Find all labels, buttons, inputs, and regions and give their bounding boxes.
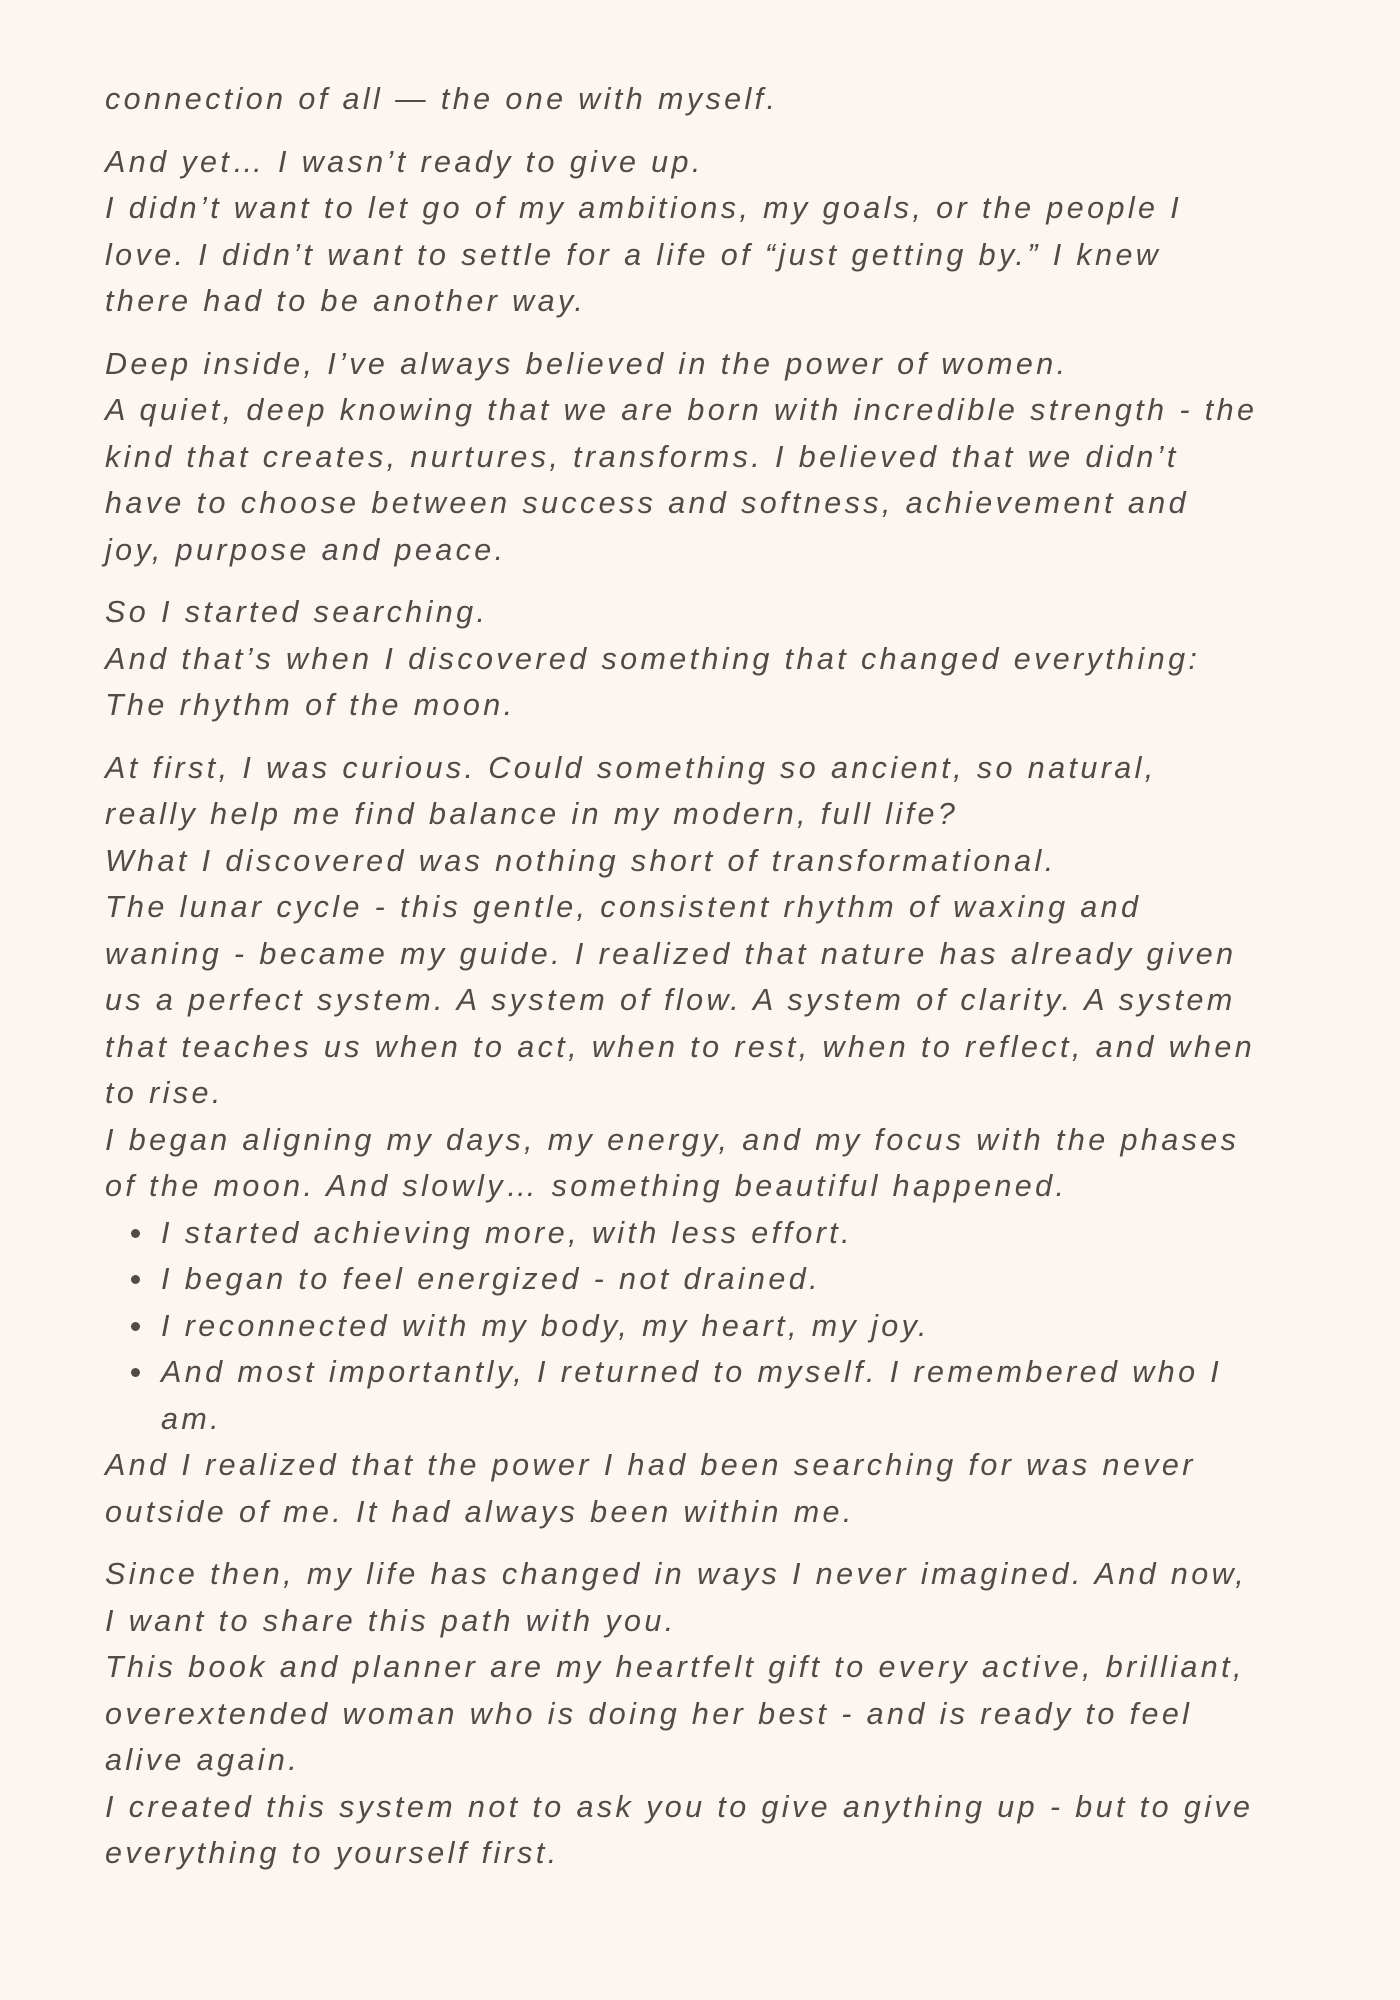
bullet-dot-icon [131, 1322, 140, 1331]
bullet-dot-icon [131, 1368, 140, 1377]
text-line: waning - became my guide. I realized that nature has already given [105, 936, 1237, 971]
text-line: outside of me. It had always been within me. [105, 1494, 855, 1529]
paragraph-1 [105, 76, 1340, 123]
text-line: I started achieving more, with less effort. [161, 1215, 854, 1250]
text-line: The rhythm of the moon. [105, 688, 516, 722]
paragraph-6 [105, 1551, 1340, 1877]
text-line: Deep inside, I’ve always believed in the power of women. [105, 346, 1069, 381]
text-line: have to choose between success and softness, achievement and [105, 486, 1189, 520]
text-line: connection of all — the one with myself. [105, 82, 779, 116]
text-line: alive again. [105, 1743, 301, 1777]
paragraph-2 [105, 139, 1340, 325]
bullet-dot-icon [131, 1275, 140, 1284]
text-line: us a perfect system. A system of flow. A system of clarity. A system [105, 983, 1236, 1017]
text-line: overextended woman who is doing her best - and is ready to feel [105, 1696, 1193, 1731]
text-line: This book and planner are my heartfelt gift to every active, brilliant, [105, 1650, 1245, 1684]
text-line: I reconnected with my body, my heart, my joy. [161, 1308, 930, 1343]
text-line: I began to feel energized - not drained. [161, 1262, 821, 1296]
text-line: everything to yourself first. [105, 1836, 560, 1870]
text-line: really help me find balance in my modern, full life? [105, 797, 959, 831]
text-line: A quiet, deep knowing that we are born with incredible strength - the [105, 393, 1258, 427]
paragraph-4 [105, 589, 1340, 729]
bullet-list [105, 1210, 1340, 1443]
list-item [131, 1256, 1340, 1303]
text-line: joy, purpose and peace. [105, 532, 507, 567]
text-line: I created this system not to ask you to give anything up - but to give [105, 1789, 1254, 1824]
text-line: And yet… I wasn’t ready to give up. [105, 144, 704, 179]
body-text [105, 76, 1340, 1877]
text-line: And I realized that the power I had been searching for was never [105, 1448, 1196, 1482]
text-line: I didn’t want to let go of my ambitions, my goals, or the people I [105, 191, 1183, 225]
list-item [131, 1210, 1340, 1257]
text-line: At first, I was curious. Could something so ancient, so natural, [105, 750, 1157, 785]
text-line: So I started searching. [105, 595, 489, 629]
text-line: to rise. [105, 1076, 224, 1110]
text-line: that teaches us when to act, when to rest, when to reflect, and when [105, 1029, 1256, 1064]
text-line: there had to be another way. [105, 284, 587, 318]
text-line: Since then, my life has changed in ways I never imagined. And now, [105, 1557, 1248, 1591]
text-line: And that’s when I discovered something that changed everything: [105, 641, 1201, 676]
paragraph-5 [105, 745, 1340, 1536]
list-item [131, 1303, 1340, 1350]
paragraph-3 [105, 341, 1340, 574]
text-line: The lunar cycle - this gentle, consistent rhythm of waxing and [105, 890, 1142, 924]
text-line: And most importantly, I returned to myself. I remembered who I [161, 1355, 1223, 1389]
text-line: am. [161, 1401, 223, 1436]
text-line: kind that creates, nurtures, transforms. I believed that we didn’t [105, 439, 1179, 474]
text-line: What I discovered was nothing short of transformational. [105, 843, 1057, 878]
list-item [131, 1349, 1340, 1442]
bullet-dot-icon [131, 1229, 140, 1238]
text-line: I want to share this path with you. [105, 1603, 677, 1638]
text-line: I began aligning my days, my energy, and my focus with the phases [105, 1122, 1240, 1157]
text-line: love. I didn’t want to settle for a life of “just getting by.” I knew [105, 237, 1162, 272]
text-line: of the moon. And slowly… something beautiful happened. [105, 1169, 1068, 1203]
